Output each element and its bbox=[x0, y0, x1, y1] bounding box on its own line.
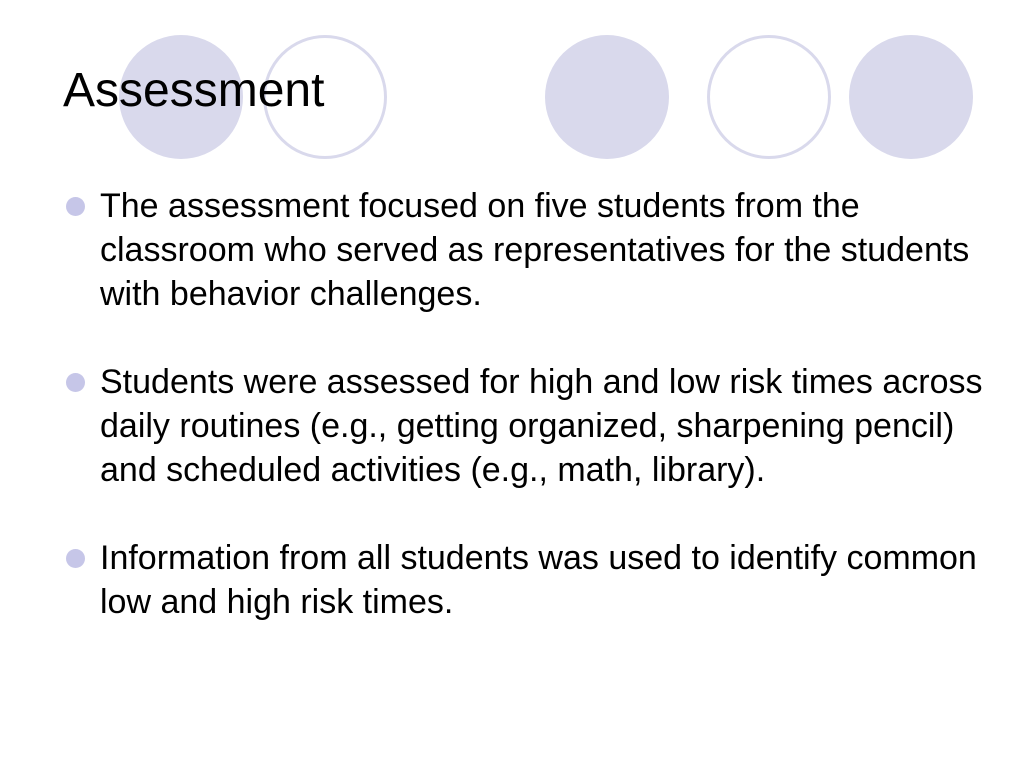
bullet-text: Information from all students was used to identify common low and high risk times. bbox=[100, 539, 977, 621]
decorative-circle-outline bbox=[707, 35, 831, 159]
decorative-circle-filled bbox=[545, 35, 669, 159]
bullet-item bbox=[66, 184, 986, 316]
bullet-list bbox=[66, 184, 986, 668]
bullet-item bbox=[66, 536, 986, 624]
bullet-icon bbox=[66, 197, 85, 216]
bullet-text: Students were assessed for high and low risk times across daily routines (e.g., getting organized, sharpening pencil) and scheduled activities (e.g., math, library). bbox=[100, 363, 983, 489]
bullet-icon bbox=[66, 549, 85, 568]
bullet-item bbox=[66, 360, 986, 492]
decorative-circle-filled bbox=[849, 35, 973, 159]
bullet-icon bbox=[66, 373, 85, 392]
bullet-text: The assessment focused on five students from the classroom who served as representatives for the students with behavior challenges. bbox=[100, 187, 970, 313]
slide-title: Assessment bbox=[63, 64, 325, 117]
